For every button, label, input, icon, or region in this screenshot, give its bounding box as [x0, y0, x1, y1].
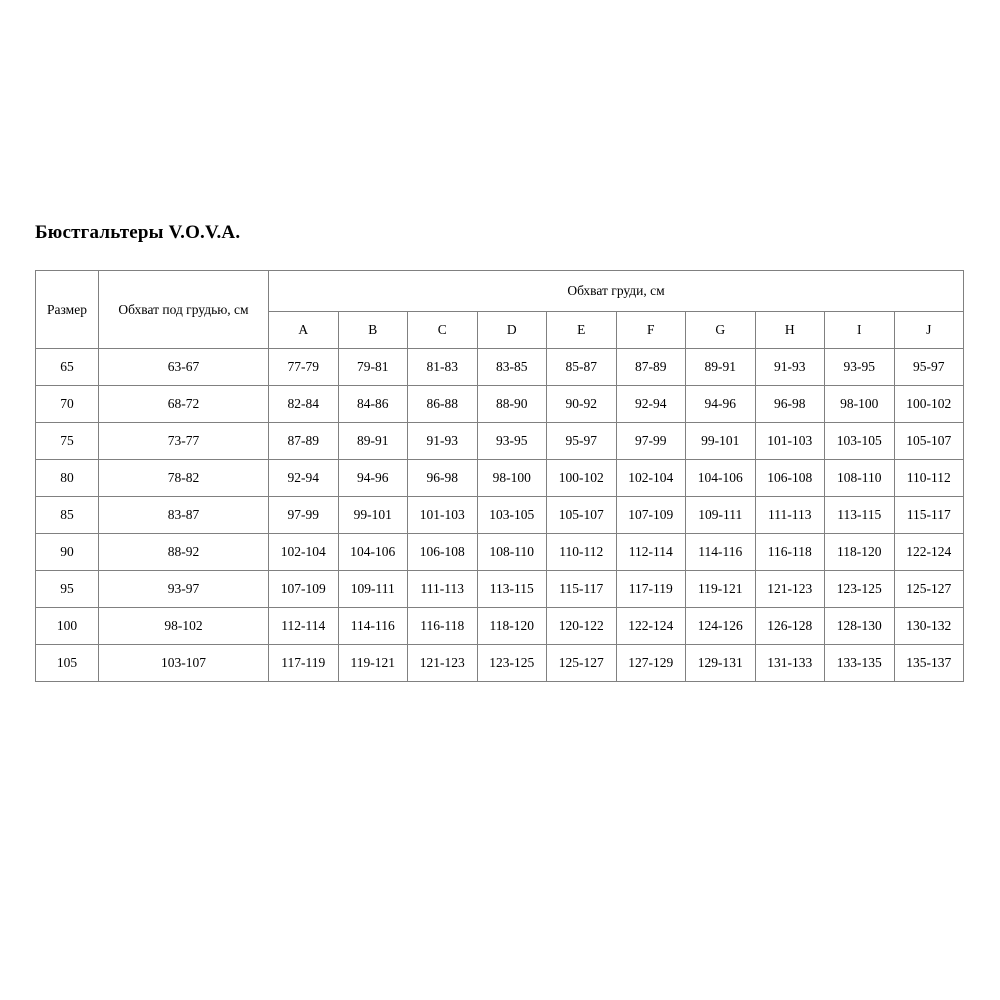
underbust-cell: 93-97 — [99, 571, 269, 608]
cup-range-cell: 119-121 — [338, 645, 408, 682]
cup-range-cell: 125-127 — [894, 571, 964, 608]
underbust-cell: 68-72 — [99, 386, 269, 423]
cup-range-cell: 97-99 — [616, 423, 686, 460]
bust-group-header: Обхват груди, см — [269, 271, 964, 312]
cup-range-cell: 123-125 — [825, 571, 895, 608]
cup-range-cell: 104-106 — [686, 460, 756, 497]
cup-range-cell: 87-89 — [269, 423, 339, 460]
table-row — [36, 349, 964, 386]
cup-range-cell: 87-89 — [616, 349, 686, 386]
table-header — [36, 271, 964, 349]
cup-range-cell: 102-104 — [269, 534, 339, 571]
cup-range-cell: 111-113 — [755, 497, 825, 534]
cup-header-cell: I — [825, 312, 895, 349]
cup-range-cell: 93-95 — [477, 423, 547, 460]
cup-range-cell: 108-110 — [825, 460, 895, 497]
cup-header-cell: C — [408, 312, 478, 349]
cup-range-cell: 116-118 — [408, 608, 478, 645]
cup-range-cell: 121-123 — [755, 571, 825, 608]
cup-range-cell: 82-84 — [269, 386, 339, 423]
cup-header-cell: A — [269, 312, 339, 349]
cup-range-cell: 128-130 — [825, 608, 895, 645]
cup-range-cell: 77-79 — [269, 349, 339, 386]
cup-range-cell: 98-100 — [477, 460, 547, 497]
size-cell: 85 — [36, 497, 99, 534]
size-cell: 80 — [36, 460, 99, 497]
table-row — [36, 608, 964, 645]
cup-range-cell: 127-129 — [616, 645, 686, 682]
cup-range-cell: 113-115 — [825, 497, 895, 534]
cup-range-cell: 95-97 — [547, 423, 617, 460]
cup-range-cell: 118-120 — [825, 534, 895, 571]
cup-range-cell: 135-137 — [894, 645, 964, 682]
cup-range-cell: 117-119 — [616, 571, 686, 608]
size-cell: 75 — [36, 423, 99, 460]
cup-range-cell: 89-91 — [686, 349, 756, 386]
cup-range-cell: 112-114 — [616, 534, 686, 571]
cup-range-cell: 130-132 — [894, 608, 964, 645]
cup-range-cell: 103-105 — [477, 497, 547, 534]
size-column-header: Размер — [36, 271, 99, 349]
cup-range-cell: 114-116 — [686, 534, 756, 571]
cup-range-cell: 84-86 — [338, 386, 408, 423]
cup-range-cell: 120-122 — [547, 608, 617, 645]
cup-header-cell: D — [477, 312, 547, 349]
table-row — [36, 423, 964, 460]
cup-range-cell: 114-116 — [338, 608, 408, 645]
cup-range-cell: 119-121 — [686, 571, 756, 608]
table-row — [36, 386, 964, 423]
cup-range-cell: 108-110 — [477, 534, 547, 571]
cup-range-cell: 101-103 — [408, 497, 478, 534]
cup-range-cell: 90-92 — [547, 386, 617, 423]
cup-range-cell: 110-112 — [547, 534, 617, 571]
cup-range-cell: 100-102 — [547, 460, 617, 497]
underbust-cell: 103-107 — [99, 645, 269, 682]
cup-header-cell: J — [894, 312, 964, 349]
cup-range-cell: 86-88 — [408, 386, 478, 423]
table-row — [36, 460, 964, 497]
cup-range-cell: 105-107 — [547, 497, 617, 534]
cup-range-cell: 89-91 — [338, 423, 408, 460]
size-cell: 70 — [36, 386, 99, 423]
group-header-row — [36, 271, 964, 312]
cup-header-cell: F — [616, 312, 686, 349]
cup-range-cell: 117-119 — [269, 645, 339, 682]
size-cell: 90 — [36, 534, 99, 571]
size-cell: 95 — [36, 571, 99, 608]
cup-range-cell: 91-93 — [408, 423, 478, 460]
cup-range-cell: 85-87 — [547, 349, 617, 386]
cup-range-cell: 79-81 — [338, 349, 408, 386]
cup-range-cell: 95-97 — [894, 349, 964, 386]
cup-range-cell: 99-101 — [686, 423, 756, 460]
size-cell: 105 — [36, 645, 99, 682]
cup-range-cell: 107-109 — [269, 571, 339, 608]
cup-range-cell: 113-115 — [477, 571, 547, 608]
cup-range-cell: 121-123 — [408, 645, 478, 682]
page-title: Бюстгальтеры V.O.V.A. — [35, 222, 241, 243]
cup-range-cell: 129-131 — [686, 645, 756, 682]
underbust-cell: 78-82 — [99, 460, 269, 497]
cup-range-cell: 101-103 — [755, 423, 825, 460]
cup-range-cell: 104-106 — [338, 534, 408, 571]
cup-header-cell: B — [338, 312, 408, 349]
underbust-cell: 73-77 — [99, 423, 269, 460]
cup-range-cell: 105-107 — [894, 423, 964, 460]
cup-range-cell: 125-127 — [547, 645, 617, 682]
cup-range-cell: 103-105 — [825, 423, 895, 460]
cup-range-cell: 126-128 — [755, 608, 825, 645]
table-row — [36, 497, 964, 534]
cup-header-cell: G — [686, 312, 756, 349]
size-cell: 65 — [36, 349, 99, 386]
cup-range-cell: 88-90 — [477, 386, 547, 423]
cup-range-cell: 106-108 — [408, 534, 478, 571]
cup-range-cell: 122-124 — [616, 608, 686, 645]
cup-range-cell: 91-93 — [755, 349, 825, 386]
cup-range-cell: 92-94 — [616, 386, 686, 423]
cup-range-cell: 83-85 — [477, 349, 547, 386]
cup-range-cell: 122-124 — [894, 534, 964, 571]
cup-range-cell: 124-126 — [686, 608, 756, 645]
underbust-cell: 63-67 — [99, 349, 269, 386]
cup-range-cell: 109-111 — [338, 571, 408, 608]
cup-range-cell: 93-95 — [825, 349, 895, 386]
table-body — [36, 349, 964, 682]
size-cell: 100 — [36, 608, 99, 645]
cup-range-cell: 107-109 — [616, 497, 686, 534]
cup-range-cell: 96-98 — [408, 460, 478, 497]
cup-range-cell: 131-133 — [755, 645, 825, 682]
cup-range-cell: 109-111 — [686, 497, 756, 534]
cup-range-cell: 118-120 — [477, 608, 547, 645]
cup-range-cell: 115-117 — [547, 571, 617, 608]
underbust-cell: 83-87 — [99, 497, 269, 534]
cup-range-cell: 116-118 — [755, 534, 825, 571]
cup-range-cell: 110-112 — [894, 460, 964, 497]
cup-range-cell: 97-99 — [269, 497, 339, 534]
cup-range-cell: 81-83 — [408, 349, 478, 386]
table-row — [36, 571, 964, 608]
underbust-cell: 98-102 — [99, 608, 269, 645]
size-chart-table — [35, 270, 964, 682]
cup-header-cell: E — [547, 312, 617, 349]
cup-range-cell: 111-113 — [408, 571, 478, 608]
underbust-column-header: Обхват под грудью, см — [99, 271, 269, 349]
cup-range-cell: 102-104 — [616, 460, 686, 497]
cup-header-cell: H — [755, 312, 825, 349]
cup-range-cell: 94-96 — [338, 460, 408, 497]
cup-range-cell: 112-114 — [269, 608, 339, 645]
table-row — [36, 645, 964, 682]
cup-range-cell: 106-108 — [755, 460, 825, 497]
cup-range-cell: 133-135 — [825, 645, 895, 682]
cup-range-cell: 94-96 — [686, 386, 756, 423]
cup-range-cell: 115-117 — [894, 497, 964, 534]
cup-range-cell: 96-98 — [755, 386, 825, 423]
table-row — [36, 534, 964, 571]
cup-range-cell: 92-94 — [269, 460, 339, 497]
cup-range-cell: 123-125 — [477, 645, 547, 682]
cup-range-cell: 98-100 — [825, 386, 895, 423]
cup-range-cell: 99-101 — [338, 497, 408, 534]
underbust-cell: 88-92 — [99, 534, 269, 571]
cup-range-cell: 100-102 — [894, 386, 964, 423]
